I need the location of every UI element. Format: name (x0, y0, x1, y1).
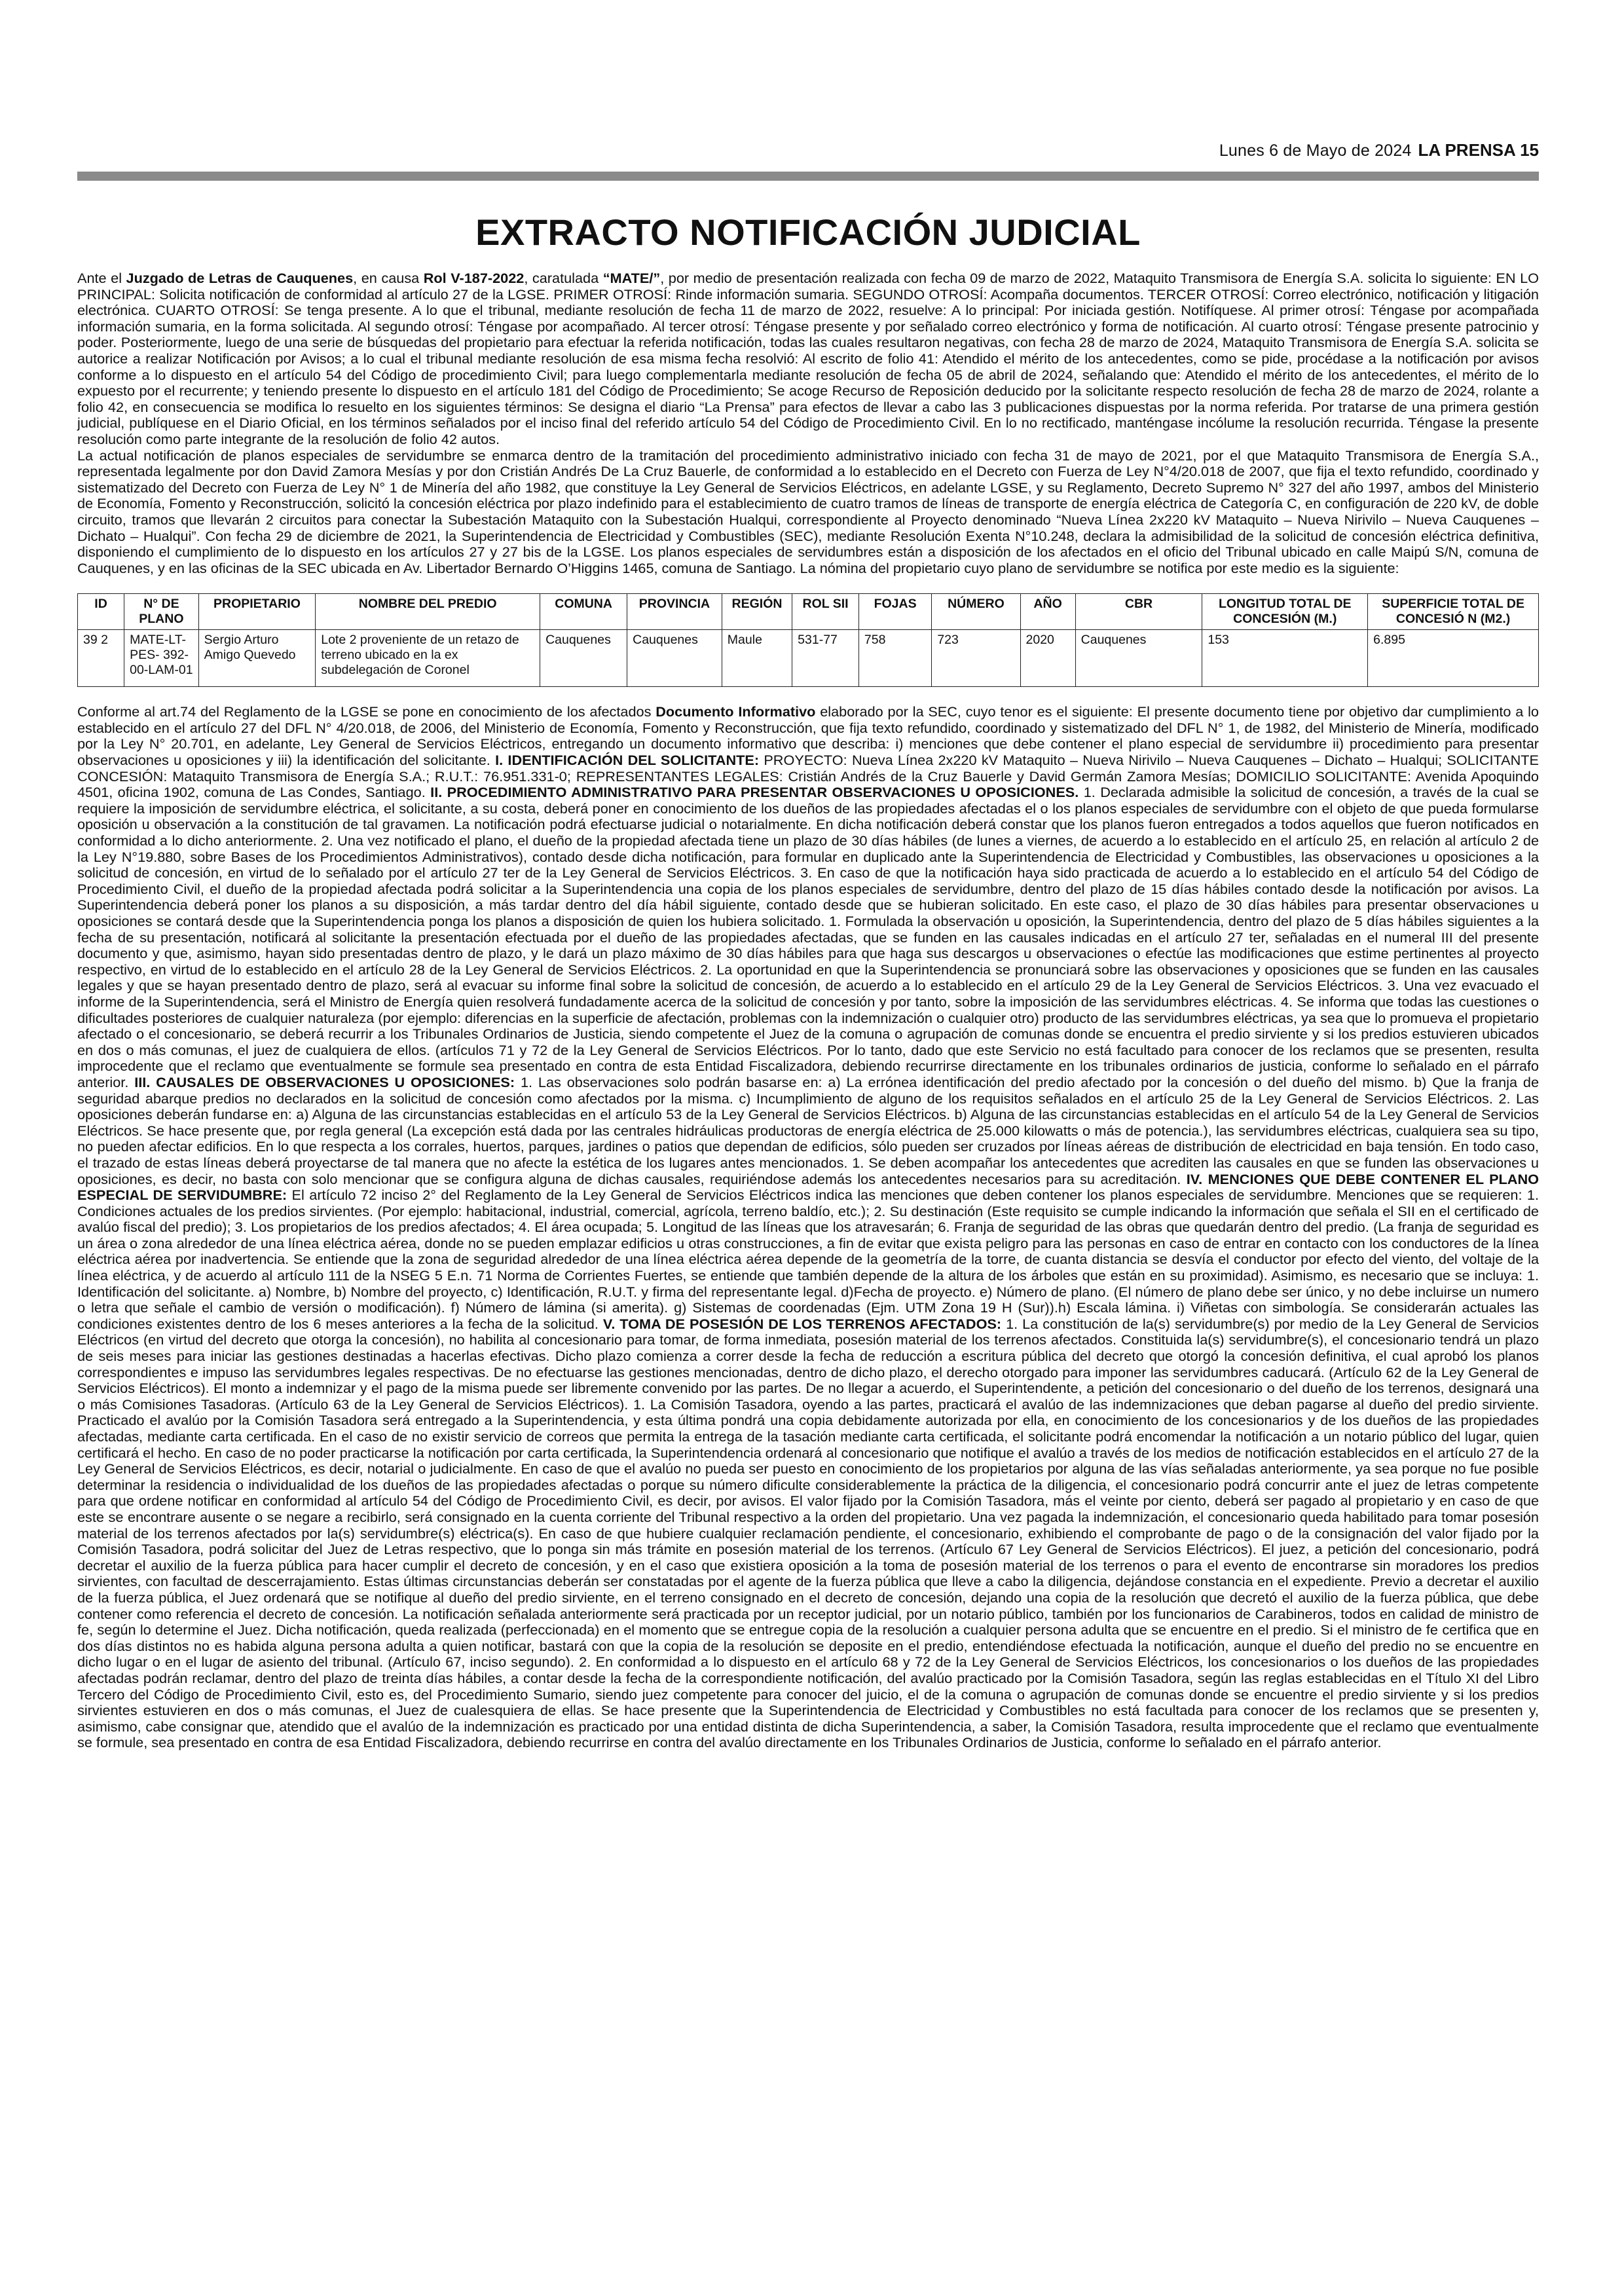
cell-rol: 531-77 (792, 630, 859, 687)
col-header-numero: NÚMERO (932, 594, 1020, 630)
section-heading-v: V. TOMA DE POSESIÓN DE LOS TERRENOS AFECTADOS: (602, 1315, 1002, 1332)
court-name: Juzgado de Letras de Cauquenes (126, 270, 354, 286)
text-run: 1. Declarada admisible la solicitud de concesión, a través de la cual se requiere la imposición de servidumbre eléctrica, el solicitante, a su costa, deberá poner en conocimiento de los dueños de las propiedades afectadas el o los planos especiales de servidumbre con el objeto de que pueda formularse oposición u observación a la constitución de tal gravamen. La notificación podrá efectuarse judicial o notarialmente. En dicha notificación deberá constar que los planos fueron entregados a todos aquellos que fueron notificados en conformidad a lo dicho anteriormente. 2. Una vez notificado el plano, el dueño de la propiedad afectada tiene un plazo de 30 días hábiles (de lunes a viernes, de acuerdo a lo establecido en el artículo 25, en relación al artículo 2 de la Ley N°19.880, sobre Bases de los Procedimientos Administrativos), contado desde dicha notificación, para formular en duplicado ante la Superintendencia de Electricidad y Combustibles, las observaciones u oposiciones a la solicitud de concesión, en virtud de lo señalado por el artículo 27 ter de la Ley General de Servicios Eléctricos. 3. En caso de que la notificación haya sido practicada de acuerdo a lo establecido en el artículo 54 del Código de Procedimiento Civil, el dueño de la propiedad afectada podrá solicitar a la Superintendencia una copia de los planos especiales de servidumbre, dentro del plazo de 15 días hábiles contado desde la notificación por avisos. La Superintendencia deberá poner los planos a su disposición, a más tardar dentro del día hábil siguiente, contado desde que se hubieran solicitado. En este caso, el plazo de 30 días hábiles para presentar observaciones u oposiciones se contará desde que la Superintendencia ponga los planos a disposición de quien los hubiera solicitado. 1. Formulada la observación u oposición, la Superintendencia, dentro del plazo de 5 días hábiles siguientes a la fecha de su presentación, notificará al solicitante la presentación efectuada por el dueño de las propiedades afectadas, que se funden en las causales indicadas en el artículo 27 ter, señaladas en el numeral III del presente documento y que, asimismo, hayan sido presentadas dentro de plazo, y le dará un plazo máximo de 30 días hábiles para que haga sus descargos u observaciones o efectúe las modificaciones que estime pertinentes al proyecto respectivo, en virtud de lo establecido en el artículo 28 de la Ley General de Servicios Eléctricos. 2. La oportunidad en que la Superintendencia se pronunciará sobre las observaciones y oposiciones que se funden en las causales legales y que se hayan presentado dentro de plazo, será al evacuar su informe final sobre la solicitud de concesión, de acuerdo a lo establecido en el artículo 29 de la Ley General de Servicios Eléctricos. 3. Una vez evacuado el informe de la Superintendencia, será el Ministro de Energía quien resolverá fundadamente acerca de la solicitud de concesión y por tanto, sobre la imposición de las servidumbres eléctricas. 4. Se informa que todas las cuestiones o dificultades posteriores de cualquier naturaleza (por ejemplo: diferencias en la superficie de afectación, problemas con la indemnización o cualquier otro) producto de las servidumbres eléctricas, ya sea que lo promueva el propietario afectado o el concesionario, se deberá recurrir a los Tribunales Ordinarios de Justicia, siendo competente el Juez de la comuna o agrupación de comunas donde se encuentra el predio sirviente y si los predios estuvieren ubicados en dos o más comunas, el juez de cualquiera de ellos. (artículos 71 y 72 de la Ley General de Servicios Eléctricos. Por lo tanto, dado que este Servicio no está facultado para conocer de los reclamos que se presenten, resulta improcedente que el reclamo que eventualmente se formule sea presentado en contra de esta Entidad Fiscalizadora, debiendo recurrirse directamente en los tribunales ordinarios de justicia, conforme lo señalado en el párrafo anterior. (77, 784, 1540, 1090)
notice-title: EXTRACTO NOTIFICACIÓN JUDICIAL (475, 212, 1141, 253)
owners-table-wrapper (77, 593, 1539, 687)
cell-superficie: 6.895 (1368, 630, 1539, 687)
col-header-superficie: SUPERFICIE TOTAL DE CONCESIÓ N (M2.) (1368, 594, 1539, 630)
cell-region: Maule (722, 630, 792, 687)
header-date: Lunes 6 de Mayo de 2024 (1219, 141, 1412, 160)
col-header-comuna: COMUNA (540, 594, 627, 630)
table-header-row (78, 594, 1539, 630)
col-header-cbr: CBR (1075, 594, 1202, 630)
cell-comuna: Cauquenes (540, 630, 627, 687)
case-caption: “MATE/” (602, 270, 661, 286)
text-run: El artículo 72 inciso 2° del Reglamento de la Ley General de Servicios Eléctricos indica las menciones que deben contener los planos especiales de servidumbre. Menciones que se requieren: 1. Condiciones actuales de los predios sirvientes. (Por ejemplo: habitacional, industrial, comercial, agrícola, terreno baldío, etc.); 2. Su destinación (Este requisito se cumple indicando la información que señala el SII en el certificado de avalúo fiscal del predio); 3. Los propietarios de los predios afectados; 4. El área ocupada; 5. Longitud de las líneas que los atravesarán; 6. Franja de seguridad de las obras que quedarán dentro del predio. (La franja de seguridad es un área o zona alrededor de una línea eléctrica aérea, donde no se pueden emplazar edificios u otras construcciones, a fin de evitar que exista peligro para las personas en caso de entrar en contacto con los conductores de la línea eléctrica aérea por inadvertencia. Se entiende que la zona de seguridad alrededor de una línea eléctrica aérea depende de la geometría de la torre, de cuanta distancia se desvía el conductor por efecto del viento, del voltaje de la línea eléctrica, y de acuerdo al artículo 111 de la NSEG 5 E.n. 71 Norma de Corrientes Fuertes, se entiende que también depende de la altura de los árboles que están en su proximidad). Asimismo, es necesario que se incluya: 1. Identificación del solicitante. a) Nombre, b) Nombre del proyecto, c) Identificación, R.U.T. y firma del representante legal. d)Fecha de proyecto. e) Número de plano. (El número de plano debe ser único, y no debe incluirse un numero o letra que señale el cambio de versión o modificación). f) Número de lámina (si amerita). g) Sistemas de coordenadas (Ejm. UTM Zona 19 H (Sur)).h) Escala lámina. i) Viñetas con simbología. Se considerarán actuales las condiciones existentes dentro de los 6 meses anteriores a la fecha de la solicitud. (77, 1187, 1540, 1332)
owners-table (77, 593, 1539, 687)
text-run: , caratulada (524, 270, 603, 286)
col-header-anio: AÑO (1020, 594, 1075, 630)
col-header-fojas: FOJAS (858, 594, 931, 630)
bold-run: Documento Informativo (655, 703, 816, 720)
text-run: Ante el (77, 270, 126, 286)
section-heading-iv: IV. MENCIONES QUE DEBE CONTENER EL PLANO ESPECIAL DE SERVIDUMBRE: (77, 1170, 1539, 1204)
section-heading-ii: II. PROCEDIMIENTO ADMINISTRATIVO PARA PRESENTAR OBSERVACIONES U OPOSICIONES. (430, 784, 1079, 801)
text-run: 1. La constitución de la(s) servidumbre(s) por medio de la Ley General de Servicios Eléctricos (en virtud del decreto que otorga la concesión), no habilita al concesionario para tomar, de forma inmediata, posesión material de los terrenos afectados. Constituida la(s) servidumbre(s), el concesionario tendrá un plazo de seis meses para iniciar las gestiones destinadas a hacerlas efectivas. Dicho plazo comienza a correr desde la fecha de reducción a escritura pública del decreto que otorgó la concesión definitiva, el cual aprobó los planos correspondientes e impuso las servidumbres legales respectivas. De no efectuarse las gestiones mencionadas, dentro de dicho plazo, el derecho otorgado para imponer las servidumbres caducará. (Artículo 62 de la Ley General de Servicios Eléctricos). El monto a indemnizar y el pago de la misma puede ser libremente convenido por las partes. De no llegar a acuerdo, el Superintendente, a petición del concesionario o del dueño de los terrenos, designará una o más Comisiones Tasadoras. (Artículo 63 de la Ley General de Servicios Eléctricos). 1. La Comisión Tasadora, oyendo a las partes, practicará el avalúo de las indemnizaciones que deban pagarse al dueño del predio sirviente. Practicado el avalúo por la Comisión Tasadora será entregado a la Superintendencia, y esta última pondrá una copia debidamente autorizada por ella, en conocimiento de los concesionarios y de los dueños de las propiedades afectadas, mediante carta certificada. En el caso de no existir servicio de correos que permita la entrega de la tasación mediante carta certificada, el solicitante podrá encomendar la notificación a un notario público del lugar, quien certificará el hecho. En caso de no poder practicarse la notificación por carta certificada, la Superintendencia ordenará al concesionario que notifique el avalúo a través de los medios de notificación establecidos en el artículo 27 de la Ley General de Servicios Eléctricos, es decir, notarial o judicialmente. En caso de que el avalúo no pueda ser puesto en conocimiento de los propietarios por alguna de las vías señaladas anteriormente, ya sea porque no fue posible determinar la residencia o individualidad de los dueños de las propiedades afectadas o porque su número dificulte considerablemente la práctica de la diligencia, el concesionario podrá concurrir ante el juez de letras competente para que ordene notificar en conformidad al artículo 54 del Código de Procedimiento Civil, es decir, por avisos. El valor fijado por la Comisión Tasadora, más el veinte por ciento, deberá ser pagado al propietario y en caso de que este se encontrare ausente o se negare a recibirlo, será consignado en la cuenta corriente del Tribunal respectivo a la orden del propietario. Una vez pagada la indemnización, el concesionario queda habilitado para tomar posesión material de los terrenos afectados por la(s) servidumbre(s) eléctrica(s). En caso de que hubiere cualquier reclamación pendiente, el concesionario, exhibiendo el comprobante de pago o de la consignación del valor fijado por la Comisión Tasadora, podrá solicitar del Juez de Letras respectivo, que lo ponga sin más trámite en posesión material de los terrenos. (Artículo 67 Ley General de Servicios Eléctricos). El juez, a petición del concesionario, podrá decretar el auxilio de la fuerza pública para hacer cumplir el decreto de concesión, y en el caso que existiera oposición a la toma de posesión material de los terrenos o para el evento de encontrarse sin moradores los predios sirvientes, con facultad de descerrajamiento. Estas últimas circunstancias deberán ser constatadas por el agente de la fuerza pública que lleve a cabo la diligencia, dejándose constancia en el expediente. Previo a decretar el auxilio de la fuerza pública, el Juez ordenará que se notifique al dueño del predio sirviente, en el terreno consignado en el decreto de concesión, dejando una copia de la resolución que decretó el auxilio de la fuerza pública, que debe contener como referencia el decreto de concesión. La notificación señalada anteriormente será practicada por un receptor judicial, por un notario público, también por los funcionarios de Carabineros, todos en calidad de ministro de fe, según lo determine el Juez. Dicha notificación, queda realizada (perfeccionada) en el momento que se entregue copia de la resolución a cualquier persona adulta que se encuentre en el predio. Si el ministro de fe certifica que en dos días distintos no es habida alguna persona adulta a quien notificar, bastará con que la copia de la resolución se deposite en el predio, entendiéndose efectuada la notificación, aunque el dueño del predio no se encuentre en dicho lugar o en el lugar de asiento del tribunal. (Artículo 67, inciso segundo). 2. En conformidad a lo dispuesto en el artículo 68 y 72 de la Ley General de Servicios Eléctricos, los concesionarios o los dueños de las propiedades afectadas podrán reclamar, dentro del plazo de treinta días hábiles, a contar desde la fecha de la correspondiente notificación, del avalúo practicado por la Comisión Tasadora, según las reglas establecidas en el Título XI del Libro Tercero del Código de Procedimiento Civil, esto es, del Procedimiento Sumario, siendo juez competente para conocer del juicio, el de la comuna o agrupación de comunas donde se encuentre el predio sirviente y si los predios sirvientes estuvieren en dos o más comunas, el Juez de cualesquiera de ellas. Se hace presente que la Superintendencia de Electricidad y Combustibles no está facultada para conocer de los reclamos que se presenten y, asimismo, cabe consignar que, atendido que el avalúo de la indemnización es practicado por una entidad distinta de dicha Superintendencia, a saber, la Comisión Tasadora, resulta improcedente que el reclamo que eventualmente se formule, sea presentado en contra de esa Entidad Fiscalizadora, debiendo recurrirse en contra del avalúo directamente en los Tribunales Ordinarios de Justicia, conforme lo señalado en el párrafo anterior. (77, 1315, 1539, 1751)
table-row (78, 630, 1539, 687)
col-header-propietario: PROPIETARIO (198, 594, 316, 630)
section-heading-iii: III. CAUSALES DE OBSERVACIONES U OPOSICIONES: (134, 1073, 515, 1090)
cell-longitud: 153 (1202, 630, 1368, 687)
newspaper-page (77, 140, 1539, 1751)
cell-id: 39 2 (78, 630, 124, 687)
notice-paragraph-procedure: La actual notificación de planos especiales de servidumbre se enmarca dentro de la tramitación del procedimiento administrativo iniciado con fecha 31 de mayo de 2021, por el que Mataquito Transmisora de Energía S.A., representada legalmente por don David Zamora Mesías y por don Cristián Andrés De La Cruz Bauerle, de conformidad a lo establecido en el Decreto con Fuerza de Ley N°4/20.018 de 2007, que fija el texto refundido, coordinado y sistematizado del Decreto con Fuerza de Ley N° 1 de Minería del año 1982, que constituye la Ley General de Servicios Eléctricos, en adelante LGSE, y su Reglamento, Decreto Supremo N° 327 del año 1997, ambos del Ministerio de Economía, Fomento y Reconstrucción, solicitó la concesión eléctrica por plazo indefinido para el establecimiento de cuatro tramos de líneas de transporte de energía eléctrica de Categoría C, en configuración de 220 kV, de doble circuito, tramos que llevarán 2 circuitos para conectar la Subestación Mataquito con la Subestación Hualqui, correspondiente al Proyecto denominado “Nueva Línea 2x220 kV Mataquito – Nueva Nirivilo – Nueva Cauquenes – Dichato – Hualqui”. Con fecha 29 de diciembre de 2021, la Superintendencia de Electricidad y Combustibles (SEC), mediante Resolución Exenta N°10.248, declara la admisibilidad de la solicitud de concesión eléctrica definitiva, disponiendo el cumplimiento de lo dispuesto en los artículos 27 y 27 bis de la LGSE. Los planos especiales de servidumbres están a disposición de los afectados en el oficio del Tribunal ubicado en calle Maipú S/N, comuna de Cauquenes, y en las oficinas de la SEC ubicada en Av. Libertador Bernardo O’Higgins 1465, comuna de Santiago. La nómina del propietario cuyo plano de servidumbre se notifica por este medio es la siguiente: (77, 447, 1539, 576)
text-run: elaborado por la SEC, cuyo tenor es el siguiente: El presente documento tiene por objetivo dar cumplimiento a lo establecido en el artículo 27 del DFL N° 4/20.018, de 2006, del Ministerio de Economía, Fomento y Reconstrucción, que fija texto refundido, coordinado y sistematizado del DFL N° 1, de 1982, del Ministerio de Minería, modificado por la Ley N° 20.701, en adelante, Ley General de Servicios Eléctricos, entregando un documento informativo que describa: i) menciones que debe contener el plano especial de servidumbre ii) procedimiento para presentar observaciones u oposiciones y iii) la identificación del solicitante. (77, 703, 1539, 769)
cell-anio: 2020 (1020, 630, 1075, 687)
col-header-rol: ROL SII (792, 594, 859, 630)
page-number: 15 (1520, 140, 1539, 160)
notice-paragraph-informative-document (77, 704, 1539, 1751)
col-header-longitud: LONGITUD TOTAL DE CONCESIÓN (M.) (1202, 594, 1368, 630)
col-header-plano: N° DE PLANO (124, 594, 199, 630)
section-heading-i: I. IDENTIFICACIÓN DEL SOLICITANTE: (495, 752, 760, 769)
cell-plano: MATE-LT-PES- 392-00-LAM-01 (124, 630, 199, 687)
page-header (77, 140, 1539, 169)
text-run: 1. Las observaciones solo podrán basarse en: a) La errónea identificación del predio afectado por la concesión o del dueño del mismo. b) Que la franja de seguridad abarque predios no declarados en la solicitud de concesión como afectados por la misma. c) Incumplimiento de alguno de los requisitos señalados en el artículo 25 de la Ley General de Servicios Eléctricos. 2. Las oposiciones deberán fundarse en: a) Alguna de las circunstancias establecidas en el artículo 53 de la Ley General de Servicios Eléctricos. b) Alguna de las circunstancias establecidas en el artículo 54 de la Ley General de Servicios Eléctricos. Se hace presente que, por regla general (La excepción está dada por las centrales hidráulicas productoras de energía eléctrica de 25.000 kilowatts o más de potencia.), las servidumbres eléctricas, cualquiera sea su tipo, no pueden afectar edificios. En lo que respecta a los corrales, huertos, parques, jardines o patios que dependan de edificios, sólo pueden ser cruzados por líneas aéreas de distribución de electricidad en baja tensión. En todo caso, el trazado de estas líneas deberá proyectarse de tal manera que no afecte la estética de los lugares antes mencionados. 1. Se deben acompañar los antecedentes que acrediten las causales en que se funden las observaciones u oposiciones, es decir, no basta con solo mencionar que se configura alguna de dichas causales, requiriéndose además los antecedentes necesarios para su acreditación. (77, 1073, 1539, 1187)
text-run: PROYECTO: Nueva Línea 2x220 kV Mataquito – Nueva Nirivilo – Nueva Cauquenes – Dichato – Hualqui; SOLICITANTE CONCESIÓN: Mataquito Transmisora de Energía S.A.; R.U.T.: 76.951.331-0; REPRESENTANTES LEGALES: Cristián Andrés de la Cruz Bauerle y David Germán Zamora Mesías; DOMICILIO SOLICITANTE: Avenida Apoquindo 4501, oficina 1902, comuna de Las Condes, Santiago. (77, 752, 1539, 801)
col-header-provincia: PROVINCIA (627, 594, 722, 630)
cell-predio: Lote 2 proveniente de un retazo de terreno ubicado en la ex subdelegación de Coronel (316, 630, 540, 687)
cell-cbr: Cauquenes (1075, 630, 1202, 687)
text-run: , en causa (353, 270, 424, 286)
cell-provincia: Cauquenes (627, 630, 722, 687)
notice-paragraph-intro (77, 270, 1539, 448)
case-rol: Rol V-187-2022 (423, 270, 525, 286)
text-run: , por medio de presentación realizada con fecha 09 de marzo de 2022, Mataquito Transmisora de Energía S.A. solicita lo siguiente: EN LO PRINCIPAL: Solicita notificación de conformidad al artículo 27 de la LGSE. PRIMER OTROSÍ: Rinde información sumaria. SEGUNDO OTROSÍ: Acompaña documentos. TERCER OTROSÍ: Correo electrónico, notificación y litigación electrónica. CUARTO OTROSÍ: Se tenga presente. A lo que el tribunal, mediante resolución de fecha 11 de marzo de 2022, resuelve: A lo principal: Por iniciada gestión. Notifíquese. Al primer otrosí: Téngase por acompañada información sumaria, en la forma solicitada. Al segundo otrosí: Téngase por acompañado. Al tercer otrosí: Téngase presente y por señalado correo electrónico y forma de notificación. Al cuarto otrosí: Téngase presente patrocinio y poder. Posteriormente, luego de una serie de búsquedas del propietario para efectuar la referida notificación, todas las cuales resultaron negativas, con fecha 28 de marzo de 2024, Mataquito Transmisora de Energía S.A. solicita se autorice a realizar Notificación por Avisos; a lo cual el tribunal mediante resolución de esa misma fecha resolvió: Al escrito de folio 41: Atendido el mérito de los antecedentes, como se pide, procédase a la notificación por avisos conforme a lo dispuesto en el artículo 54 del Código de procedimiento Civil; para luego complementarla mediante resolución de fecha 05 de abril de 2024, señalando que: Atendido el mérito de los antecedentes, el mérito de lo expuesto por el recurrente; y teniendo presente lo dispuesto en el artículo 181 del Código de Procedimiento; Se acoge Recurso de Reposición deducido por la solicitante respecto resolución de fecha 28 de marzo de 2024, rolante a folio 42, en consecuencia se modifica lo resuelto en los siguientes términos: Se designa el diario “La Prensa” para efectos de llevar a cabo las 3 publicaciones dispuestas por la norma referida. Por tratarse de una primera gestión judicial, publíquese en el Diario Oficial, en los términos señalados por el inciso final del referido artículo 54 del Código de Procedimiento Civil. En lo no rectificado, manténgase incólume la resolución recurrida. Téngase la presente resolución como parte integrante de la resolución de folio 42 autos. (77, 270, 1539, 447)
newspaper-name: LA PRENSA (1418, 140, 1515, 160)
cell-fojas: 758 (858, 630, 931, 687)
header-divider (77, 172, 1539, 181)
col-header-region: REGIÓN (722, 594, 792, 630)
text-run: Conforme al art.74 del Reglamento de la LGSE se pone en conocimiento de los afectados (77, 703, 656, 720)
col-header-predio: NOMBRE DEL PREDIO (316, 594, 540, 630)
cell-propietario: Sergio Arturo Amigo Quevedo (198, 630, 316, 687)
header-brand (1418, 140, 1539, 160)
col-header-id: ID (78, 594, 124, 630)
cell-numero: 723 (932, 630, 1020, 687)
